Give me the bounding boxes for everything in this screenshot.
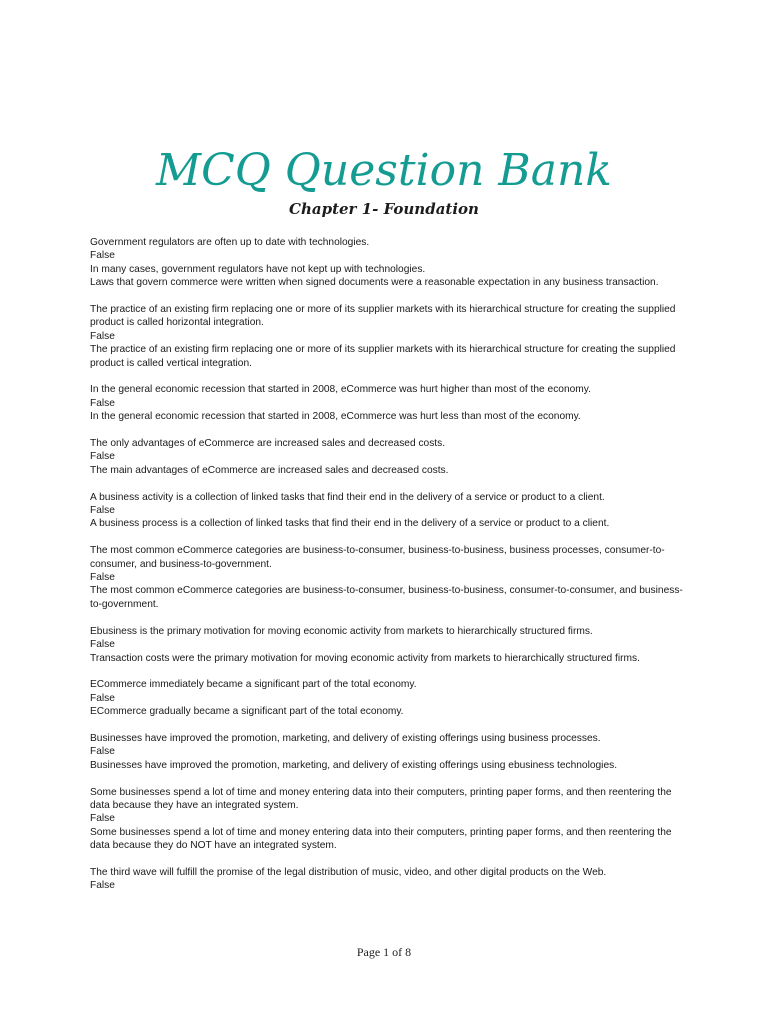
question-answer: False xyxy=(90,505,115,517)
document-title: MCQ Question Bank xyxy=(156,145,612,196)
question-answer: False xyxy=(90,572,115,584)
question-statement: Government regulators are often up to date with technologies. xyxy=(90,237,370,248)
question-item xyxy=(90,236,690,290)
question-statement: Ebusiness is the primary motivation for moving economic activity from markets to hierarchically structured firms. xyxy=(90,625,593,637)
question-correction: ECommerce gradually became a significant part of the total economy. xyxy=(90,706,404,718)
question-correction: The main advantages of eCommerce are increased sales and decreased costs. xyxy=(90,464,449,476)
question-statement: A business activity is a collection of linked tasks that find their end in the delivery of a service or product to a client. xyxy=(90,491,605,503)
question-item xyxy=(90,866,690,893)
question-answer: False xyxy=(90,813,115,825)
question-statement: The only advantages of eCommerce are increased sales and decreased costs. xyxy=(90,438,446,450)
question-statement: The practice of an existing firm replacing one or more of its supplier markets with its hierarchical structure for creating the supplied product is called horizontal integration. xyxy=(90,304,676,329)
question-answer: False xyxy=(90,880,115,892)
question-answer: False xyxy=(90,250,115,262)
question-answer: False xyxy=(90,639,115,651)
question-correction: Some businesses spend a lot of time and money entering data into their computers, printing paper forms, and then reentering the data because they do NOT have an integrated system. xyxy=(90,826,672,852)
question-item xyxy=(90,625,690,665)
question-answer: False xyxy=(90,692,115,704)
question-statement: Businesses have improved the promotion, marketing, and delivery of existing offerings using business processes. xyxy=(90,732,601,744)
question-statement: ECommerce immediately became a significant part of the total economy. xyxy=(90,679,417,691)
question-correction: In the general economic recession that started in 2008, eCommerce was hurt less than most of the economy. xyxy=(90,411,581,423)
question-item xyxy=(90,544,690,611)
question-answer: False xyxy=(90,397,115,409)
question-answer: False xyxy=(90,330,115,342)
question-item xyxy=(90,678,690,718)
question-answer: False xyxy=(90,451,115,463)
question-correction: In many cases, government regulators have not kept up with technologies. xyxy=(90,263,426,275)
question-correction: The practice of an existing firm replacing one or more of its supplier markets with its hierarchical structure for creating the supplied product is called vertical integration. xyxy=(90,344,676,369)
question-statement: The third wave will fulfill the promise of the legal distribution of music, video, and other digital products on the Web. xyxy=(90,866,607,878)
question-item xyxy=(90,383,690,423)
question-item xyxy=(90,786,690,853)
question-statement: Some businesses spend a lot of time and money entering data into their computers, printing paper forms, and then reentering the data because they have an integrated system. xyxy=(90,786,672,811)
page-number: Page 1 of 8 xyxy=(356,945,412,959)
question-extra-note: Laws that govern commerce were written when signed documents were a reasonable expectation in any business transaction. xyxy=(90,277,659,289)
question-correction: The most common eCommerce categories are business-to-consumer, business-to-business, consumer-to-consumer, and business-to-government. xyxy=(90,585,683,610)
question-statement: In the general economic recession that started in 2008, eCommerce was hurt higher than most of the economy. xyxy=(90,384,591,396)
question-answer: False xyxy=(90,746,115,758)
question-list xyxy=(90,236,690,906)
question-correction: Businesses have improved the promotion, marketing, and delivery of existing offerings using ebusiness technologies. xyxy=(90,759,618,771)
question-statement: The most common eCommerce categories are business-to-consumer, business-to-business, business processes, consumer-to-consumer, and business-to-government. xyxy=(90,545,665,570)
question-item xyxy=(90,437,690,477)
chapter-subtitle: Chapter 1- Foundation xyxy=(289,200,479,218)
question-correction: Transaction costs were the primary motivation for moving economic activity from markets to hierarchically structured firms. xyxy=(90,652,640,664)
question-item xyxy=(90,491,690,531)
question-item xyxy=(90,732,690,772)
question-correction: A business process is a collection of linked tasks that find their end in the delivery of a service or product to a client. xyxy=(90,518,610,530)
question-item xyxy=(90,303,690,370)
